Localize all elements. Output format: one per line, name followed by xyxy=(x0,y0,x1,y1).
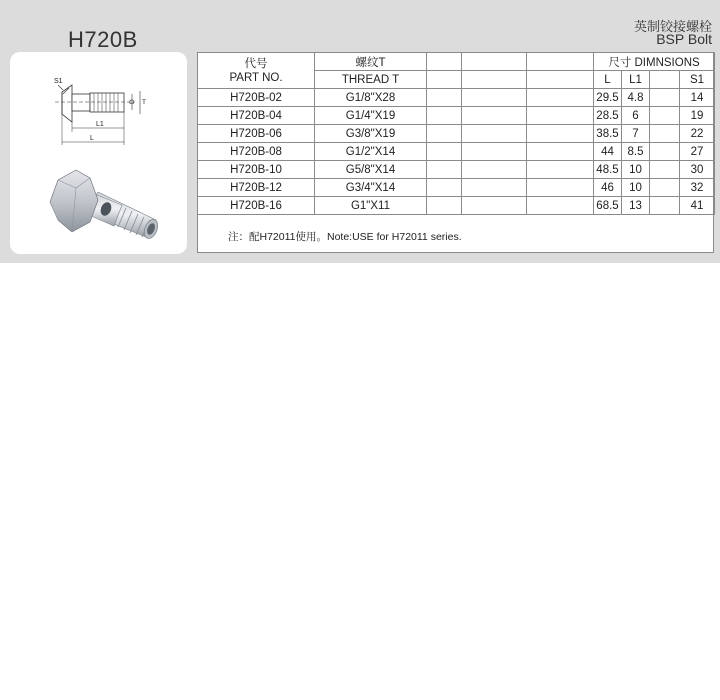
cell-l1: 4.8 xyxy=(622,89,650,107)
cell-part: H720B-10 xyxy=(198,161,315,179)
header-blank xyxy=(527,71,594,89)
header-blank xyxy=(527,53,594,71)
cell-blank xyxy=(462,179,527,197)
cell-blank xyxy=(462,161,527,179)
cell-blank xyxy=(650,143,680,161)
label-t: T xyxy=(142,99,146,106)
cell-thread: G1/4"X19 xyxy=(315,107,427,125)
cell-blank xyxy=(650,125,680,143)
cell-thread: G5/8"X14 xyxy=(315,161,427,179)
header-blank xyxy=(462,53,527,71)
cell-part: H720B-08 xyxy=(198,143,315,161)
table-row xyxy=(198,107,715,125)
header-thread-en: THREAD T xyxy=(315,71,427,89)
cell-s1: 14 xyxy=(680,89,715,107)
cell-s1: 27 xyxy=(680,143,715,161)
label-l1: L1 xyxy=(96,121,104,128)
header-col-s1: S1 xyxy=(680,71,715,89)
technical-drawing xyxy=(55,85,140,145)
header-part-no xyxy=(198,53,315,89)
cell-blank xyxy=(462,89,527,107)
bolt-render xyxy=(50,170,160,241)
label-l: L xyxy=(90,135,94,142)
cell-blank xyxy=(427,107,462,125)
cell-blank xyxy=(462,125,527,143)
cell-s1: 30 xyxy=(680,161,715,179)
cell-thread: G1/2"X14 xyxy=(315,143,427,161)
cell-blank xyxy=(427,161,462,179)
usage-note: 注：配H72011使用。Note:USE for H72011 series. xyxy=(228,231,462,243)
cell-l1: 8.5 xyxy=(622,143,650,161)
cell-blank xyxy=(427,89,462,107)
table-row xyxy=(198,161,715,179)
cell-l1: 13 xyxy=(622,197,650,215)
cell-l: 38.5 xyxy=(594,125,622,143)
spec-table-container xyxy=(197,52,714,253)
cell-blank xyxy=(527,107,594,125)
cell-l1: 7 xyxy=(622,125,650,143)
table-row xyxy=(198,89,715,107)
cell-s1: 19 xyxy=(680,107,715,125)
label-s1: S1 xyxy=(54,78,63,85)
cell-part: H720B-02 xyxy=(198,89,315,107)
category-title-en: BSP Bolt xyxy=(656,31,712,47)
cell-blank xyxy=(527,89,594,107)
cell-blank xyxy=(527,197,594,215)
header-blank xyxy=(462,71,527,89)
cell-blank xyxy=(527,179,594,197)
cell-blank xyxy=(462,107,527,125)
header-blank xyxy=(650,71,680,89)
cell-blank xyxy=(427,197,462,215)
cell-s1: 32 xyxy=(680,179,715,197)
cell-l: 46 xyxy=(594,179,622,197)
header-dimensions: 尺寸 DIMNSIONS xyxy=(594,53,715,71)
table-header-row-1 xyxy=(198,53,715,71)
cell-blank xyxy=(427,143,462,161)
product-image-panel xyxy=(10,52,187,254)
header-col-l1: L1 xyxy=(622,71,650,89)
cell-blank xyxy=(650,197,680,215)
cell-l1: 6 xyxy=(622,107,650,125)
cell-l1: 10 xyxy=(622,179,650,197)
header-part-no-en: PART NO. xyxy=(229,71,283,84)
bolt-drawing xyxy=(10,52,187,254)
cell-thread: G3/4"X14 xyxy=(315,179,427,197)
header-thread-cn: 螺纹T xyxy=(315,53,427,71)
cell-l: 29.5 xyxy=(594,89,622,107)
cell-blank xyxy=(427,179,462,197)
cell-thread: G1"X11 xyxy=(315,197,427,215)
cell-blank xyxy=(650,107,680,125)
cell-blank xyxy=(527,125,594,143)
cell-l: 48.5 xyxy=(594,161,622,179)
cell-blank xyxy=(527,161,594,179)
cell-thread: G3/8"X19 xyxy=(315,125,427,143)
header-col-l: L xyxy=(594,71,622,89)
cell-part: H720B-04 xyxy=(198,107,315,125)
cell-s1: 41 xyxy=(680,197,715,215)
cell-blank xyxy=(527,143,594,161)
table-row xyxy=(198,143,715,161)
header-blank xyxy=(427,53,462,71)
cell-blank xyxy=(427,125,462,143)
label-d: D xyxy=(129,99,136,104)
header-part-no-cn: 代号 xyxy=(244,57,268,70)
cell-blank xyxy=(650,89,680,107)
cell-blank xyxy=(650,179,680,197)
cell-thread: G1/8"X28 xyxy=(315,89,427,107)
cell-s1: 22 xyxy=(680,125,715,143)
cell-part: H720B-12 xyxy=(198,179,315,197)
spec-table xyxy=(197,52,715,215)
cell-part: H720B-16 xyxy=(198,197,315,215)
cell-l: 44 xyxy=(594,143,622,161)
table-row xyxy=(198,125,715,143)
model-title: H720B xyxy=(68,27,138,52)
table-row xyxy=(198,179,715,197)
cell-blank xyxy=(462,197,527,215)
header-blank xyxy=(427,71,462,89)
cell-blank xyxy=(462,143,527,161)
cell-part: H720B-06 xyxy=(198,125,315,143)
table-row xyxy=(198,197,715,215)
category-title-cn: 英制铰接螺栓 xyxy=(633,19,712,34)
cell-l: 68.5 xyxy=(594,197,622,215)
cell-blank xyxy=(650,161,680,179)
cell-l1: 10 xyxy=(622,161,650,179)
cell-l: 28.5 xyxy=(594,107,622,125)
